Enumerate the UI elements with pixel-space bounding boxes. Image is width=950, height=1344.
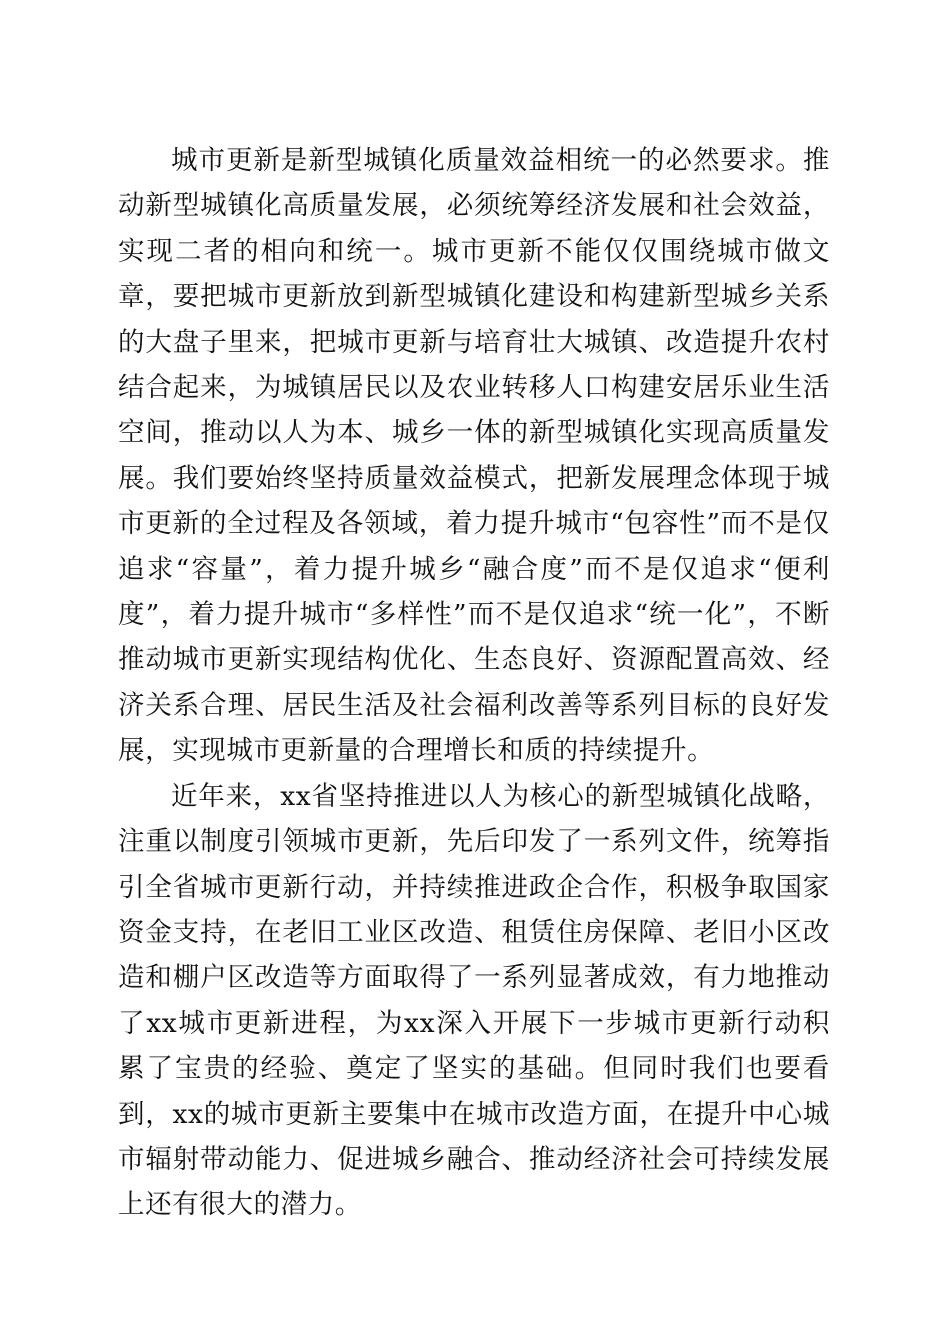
paragraph-2: 近年来，xx省坚持推进以人为核心的新型城镇化战略，注重以制度引领城市更新，先后印发了一系列文件，统筹指引全省城市更新行动，并持续推进政企合作，积极争取国家资金支持，在老旧工业区改造、租赁住房保障、老旧小区改造和棚户区改造等方面取得了一系列显著成效，有力地推动了xx城市更新进程，为xx深入开展下一步城市更新行动积累了宝贵的经验、奠定了坚实的基础。但同时我们也要看到，xx的城市更新主要集中在城市改造方面，在提升中心城市辐射带动能力、促进城乡融合、推动经济社会可持续发展上还有很大的潜力。 bbox=[118, 780, 830, 1221]
document-body bbox=[118, 138, 830, 1228]
paragraph-1: 城市更新是新型城镇化质量效益相统一的必然要求。推动新型城镇化高质量发展，必须统筹经济发展和社会效益，实现二者的相向和统一。城市更新不能仅仅围绕城市做文章，要把城市更新放到新型城镇化建设和构建新型城乡关系的大盘子里来，把城市更新与培育壮大城镇、改造提升农村结合起来，为城镇居民以及农业转移人口构建安居乐业生活空间，推动以人为本、城乡一体的新型城镇化实现高质量发展。我们要始终坚持质量效益模式，把新发展理念体现于城市更新的全过程及各领域，着力提升城市“包容性”而不是仅追求“容量”，着力提升城乡“融合度”而不是仅追求“便利度”，着力提升城市“多样性”而不是仅追求“统一化”，不断推动城市更新实现结构优化、生态良好、资源配置高效、经济关系合理、居民生活及社会福利改善等系列目标的良好发展，实现城市更新量的合理增长和质的持续提升。 bbox=[118, 145, 830, 767]
